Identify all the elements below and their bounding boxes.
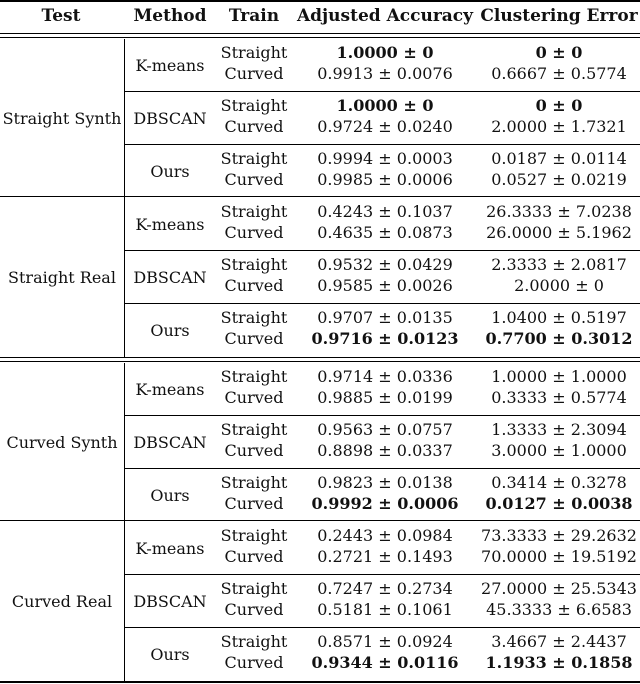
adjusted-accuracy-cell-sd: 0.0984 (396, 526, 453, 545)
adjusted-accuracy-cell-sd: 0.0026 (396, 276, 453, 295)
adjusted-accuracy-cell-mean: 0.2721 (317, 547, 374, 566)
clustering-error-cell-mean: 1.0400 (491, 308, 548, 327)
adjusted-accuracy-cell-sd: 0.0006 (396, 170, 453, 189)
clustering-error-cell-mean: 3.4667 (491, 632, 548, 651)
clustering-error-cell-sd: 2.0817 (570, 255, 627, 274)
method-divider (124, 144, 640, 145)
clustering-error-cell-pm: ± (552, 547, 566, 566)
clustering-error-cell (478, 473, 640, 493)
adjusted-accuracy-cell-sd: 0 (422, 43, 434, 62)
header-clustering-error: Clustering Error (480, 6, 638, 26)
group-rule-double-1 (0, 357, 640, 358)
adjusted-accuracy-cell (292, 494, 478, 514)
clustering-error-cell-pm: ± (552, 117, 566, 136)
train-label: Straight (220, 255, 288, 274)
clustering-error-cell-mean: 27.0000 (481, 579, 548, 598)
adjusted-accuracy-cell-pm: ± (378, 388, 392, 407)
adjusted-accuracy-cell-sd: 0.1493 (396, 547, 453, 566)
clustering-error-cell-sd: 0.0219 (570, 170, 627, 189)
train-label: Curved (224, 600, 284, 619)
adjusted-accuracy-cell-mean: 0.9913 (317, 64, 374, 83)
test-label: Curved Real (11, 591, 113, 611)
clustering-error-cell-mean: 0.6667 (491, 64, 548, 83)
clustering-error-cell (478, 117, 640, 137)
method-label: Ours (150, 644, 190, 664)
clustering-error-cell-mean: 2.0000 (491, 117, 548, 136)
clustering-error-cell-sd: 0.0114 (570, 149, 627, 168)
clustering-error-cell (478, 526, 640, 546)
clustering-error-cell-mean: 73.3333 (481, 526, 548, 545)
adjusted-accuracy-cell-pm: ± (378, 255, 392, 274)
adjusted-accuracy-cell-mean: 1.0000 (336, 43, 398, 62)
adjusted-accuracy-cell (292, 308, 478, 328)
clustering-error-cell-mean: 70.0000 (481, 547, 548, 566)
adjusted-accuracy-cell (292, 653, 478, 673)
method-divider (124, 303, 640, 304)
header-rule-1 (0, 33, 640, 34)
adjusted-accuracy-cell-mean: 1.0000 (336, 96, 398, 115)
clustering-error-cell-pm: ± (552, 473, 566, 492)
adjusted-accuracy-cell (292, 170, 478, 190)
clustering-error-cell (478, 632, 640, 652)
adjusted-accuracy-cell-mean: 0.8571 (317, 632, 374, 651)
test-label: Straight Synth (2, 108, 122, 128)
clustering-error-cell (478, 653, 640, 673)
clustering-error-cell-pm: ± (552, 255, 566, 274)
clustering-error-cell-pm: ± (552, 308, 566, 327)
adjusted-accuracy-cell-pm: ± (378, 526, 392, 545)
test-label: Curved Synth (6, 432, 118, 452)
clustering-error-cell-sd: 0 (571, 43, 583, 62)
adjusted-accuracy-cell (292, 600, 478, 620)
train-label: Straight (220, 420, 288, 439)
method-label: Ours (150, 161, 190, 181)
train-label: Straight (220, 473, 288, 492)
clustering-error-cell-pm: ± (552, 441, 566, 460)
adjusted-accuracy-cell-pm: ± (378, 64, 392, 83)
adjusted-accuracy-cell-sd: 0.0429 (396, 255, 453, 274)
clustering-error-cell-sd: 19.5192 (570, 547, 637, 566)
adjusted-accuracy-cell-mean: 0.9724 (317, 117, 374, 136)
clustering-error-cell-pm: ± (552, 64, 566, 83)
train-label: Straight (220, 526, 288, 545)
adjusted-accuracy-cell-mean: 0.9985 (317, 170, 374, 189)
clustering-error-cell-mean: 0 (535, 43, 547, 62)
adjusted-accuracy-cell-sd: 0.0003 (396, 149, 453, 168)
adjusted-accuracy-cell-sd: 0.0006 (397, 494, 459, 513)
adjusted-accuracy-cell-sd: 0.0337 (396, 441, 453, 460)
adjusted-accuracy-cell-sd: 0.0135 (396, 308, 453, 327)
adjusted-accuracy-cell-sd: 0.0076 (396, 64, 453, 83)
clustering-error-cell (478, 441, 640, 461)
clustering-error-cell (478, 600, 640, 620)
clustering-error-cell-sd: 2.4437 (570, 632, 627, 651)
method-divider (124, 250, 640, 251)
clustering-error-cell (478, 223, 640, 243)
clustering-error-cell-pm: ± (552, 329, 566, 348)
clustering-error-cell-pm: ± (552, 367, 566, 386)
method-label: Ours (150, 485, 190, 505)
method-label: K-means (135, 379, 205, 399)
adjusted-accuracy-cell (292, 96, 478, 116)
top-rule (0, 0, 640, 2)
clustering-error-cell-sd: 0.5774 (570, 64, 627, 83)
clustering-error-cell-sd: 0 (593, 276, 604, 295)
clustering-error-cell-pm: ± (552, 96, 566, 115)
clustering-error-cell-mean: 2.3333 (491, 255, 548, 274)
adjusted-accuracy-cell (292, 255, 478, 275)
header-adjusted-accuracy: Adjusted Accuracy (296, 6, 474, 26)
clustering-error-cell-mean: 0.3333 (491, 388, 548, 407)
clustering-error-cell-pm: ± (552, 653, 566, 672)
adjusted-accuracy-cell-pm: ± (378, 579, 392, 598)
clustering-error-cell (478, 43, 640, 63)
clustering-error-cell-sd: 1.0000 (570, 367, 627, 386)
header-test: Test (41, 6, 81, 26)
clustering-error-cell-sd: 6.6583 (575, 600, 632, 619)
clustering-error-cell-sd: 2.3094 (570, 420, 627, 439)
clustering-error-cell-sd: 1.0000 (570, 441, 627, 460)
clustering-error-cell-pm: ± (557, 223, 571, 242)
clustering-error-cell-mean: 0 (535, 96, 547, 115)
clustering-error-cell-pm: ± (552, 388, 566, 407)
clustering-error-cell-sd: 25.5343 (570, 579, 637, 598)
adjusted-accuracy-cell-pm: ± (378, 202, 392, 221)
clustering-error-cell-pm: ± (575, 276, 589, 295)
clustering-error-cell (478, 420, 640, 440)
train-label: Straight (220, 149, 288, 168)
adjusted-accuracy-cell-pm: ± (378, 441, 392, 460)
adjusted-accuracy-cell-mean: 0.9585 (317, 276, 374, 295)
adjusted-accuracy-cell-mean: 0.9714 (317, 367, 374, 386)
adjusted-accuracy-cell (292, 329, 478, 349)
clustering-error-cell-pm: ± (552, 420, 566, 439)
adjusted-accuracy-cell-mean: 0.9994 (317, 149, 374, 168)
train-label: Straight (220, 308, 288, 327)
adjusted-accuracy-cell-mean: 0.5181 (317, 600, 374, 619)
adjusted-accuracy-cell-mean: 0.9716 (311, 329, 373, 348)
method-label: Ours (150, 320, 190, 340)
adjusted-accuracy-cell (292, 149, 478, 169)
train-label: Straight (220, 579, 288, 598)
clustering-error-cell (478, 579, 640, 599)
adjusted-accuracy-cell (292, 632, 478, 652)
adjusted-accuracy-cell-sd: 0.0116 (397, 653, 459, 672)
clustering-error-cell-pm: ± (552, 632, 566, 651)
clustering-error-cell-pm: ± (552, 149, 566, 168)
adjusted-accuracy-cell-sd: 0.0757 (396, 420, 453, 439)
clustering-error-cell-sd: 0.5774 (570, 388, 627, 407)
clustering-error-cell (478, 547, 640, 567)
adjusted-accuracy-cell-sd: 0.1061 (396, 600, 453, 619)
clustering-error-cell (478, 308, 640, 328)
adjusted-accuracy-cell-mean: 0.7247 (317, 579, 374, 598)
clustering-error-cell (478, 64, 640, 84)
adjusted-accuracy-cell (292, 441, 478, 461)
clustering-error-cell-mean: 1.3333 (491, 420, 548, 439)
clustering-error-cell (478, 276, 640, 296)
adjusted-accuracy-cell-sd: 0.0924 (396, 632, 453, 651)
adjusted-accuracy-cell-pm: ± (378, 367, 392, 386)
adjusted-accuracy-cell-pm: ± (378, 600, 392, 619)
train-label: Curved (224, 329, 284, 348)
adjusted-accuracy-cell-mean: 0.2443 (317, 526, 374, 545)
method-label: DBSCAN (133, 432, 207, 452)
adjusted-accuracy-cell-pm: ± (378, 329, 392, 348)
train-label: Straight (220, 367, 288, 386)
adjusted-accuracy-cell-mean: 0.9532 (317, 255, 374, 274)
group-rule (0, 196, 640, 197)
train-label: Straight (220, 43, 288, 62)
method-label: DBSCAN (133, 108, 207, 128)
adjusted-accuracy-cell-sd: 0.0199 (396, 388, 453, 407)
clustering-error-cell-pm: ± (552, 43, 566, 62)
clustering-error-cell-sd: 29.2632 (570, 526, 637, 545)
clustering-error-cell-pm: ± (552, 170, 566, 189)
train-label: Curved (224, 441, 284, 460)
adjusted-accuracy-cell-mean: 0.8898 (317, 441, 374, 460)
train-label: Straight (220, 632, 288, 651)
adjusted-accuracy-cell-mean: 0.9992 (311, 494, 373, 513)
clustering-error-cell (478, 494, 640, 514)
adjusted-accuracy-cell (292, 547, 478, 567)
clustering-error-cell (478, 202, 640, 222)
train-label: Curved (224, 653, 284, 672)
adjusted-accuracy-cell (292, 388, 478, 408)
clustering-error-cell-sd: 0.1858 (571, 653, 633, 672)
clustering-error-cell-mean: 45.3333 (486, 600, 553, 619)
adjusted-accuracy-cell (292, 420, 478, 440)
clustering-error-cell-mean: 1.0000 (491, 367, 548, 386)
clustering-error-cell (478, 96, 640, 116)
adjusted-accuracy-cell-mean: 0.9344 (311, 653, 373, 672)
adjusted-accuracy-cell-mean: 0.4635 (317, 223, 374, 242)
clustering-error-cell-sd: 0.3278 (570, 473, 627, 492)
adjusted-accuracy-cell-pm: ± (378, 170, 392, 189)
adjusted-accuracy-cell-mean: 0.9885 (317, 388, 374, 407)
adjusted-accuracy-cell (292, 276, 478, 296)
header-method: Method (133, 6, 207, 26)
method-label: K-means (135, 55, 205, 75)
adjusted-accuracy-cell-sd: 0.0138 (396, 473, 453, 492)
clustering-error-cell-sd: 5.1962 (575, 223, 632, 242)
clustering-error-cell-mean: 0.0527 (491, 170, 548, 189)
adjusted-accuracy-cell (292, 117, 478, 137)
adjusted-accuracy-cell (292, 223, 478, 243)
adjusted-accuracy-cell-sd: 0.2734 (396, 579, 453, 598)
clustering-error-cell-mean: 26.3333 (486, 202, 553, 221)
adjusted-accuracy-cell-mean: 0.9563 (317, 420, 374, 439)
adjusted-accuracy-cell-sd: 0.0336 (396, 367, 453, 386)
train-label: Curved (224, 388, 284, 407)
clustering-error-cell-pm: ± (552, 579, 566, 598)
clustering-error-cell-mean: 2.0000 (514, 276, 571, 295)
method-label: K-means (135, 538, 205, 558)
train-label: Straight (220, 202, 288, 221)
train-label: Curved (224, 276, 284, 295)
clustering-error-cell-sd: 0.3012 (571, 329, 633, 348)
adjusted-accuracy-cell-pm: ± (378, 547, 392, 566)
clustering-error-cell-mean: 26.0000 (486, 223, 553, 242)
train-label: Curved (224, 170, 284, 189)
clustering-error-cell-sd: 7.0238 (575, 202, 632, 221)
adjusted-accuracy-cell-pm: ± (378, 653, 392, 672)
method-divider (124, 415, 640, 416)
clustering-error-cell-sd: 1.7321 (570, 117, 627, 136)
adjusted-accuracy-cell (292, 526, 478, 546)
group-rule (0, 520, 640, 521)
adjusted-accuracy-cell-mean: 0.4243 (317, 202, 374, 221)
clustering-error-cell-pm: ± (557, 600, 571, 619)
adjusted-accuracy-cell-pm: ± (403, 96, 417, 115)
clustering-error-cell (478, 388, 640, 408)
adjusted-accuracy-cell-pm: ± (378, 420, 392, 439)
clustering-error-cell-mean: 0.0127 (485, 494, 547, 513)
clustering-error-cell-sd: 0.5197 (570, 308, 627, 327)
clustering-error-cell (478, 170, 640, 190)
clustering-error-cell (478, 367, 640, 387)
adjusted-accuracy-cell-mean: 0.9823 (317, 473, 374, 492)
method-divider (124, 574, 640, 575)
method-divider (124, 468, 640, 469)
method-divider (124, 91, 640, 92)
header-rule-2 (0, 37, 640, 38)
adjusted-accuracy-cell-pm: ± (378, 223, 392, 242)
test-label: Straight Real (8, 267, 116, 287)
train-label: Straight (220, 96, 288, 115)
adjusted-accuracy-cell-sd: 0.0873 (396, 223, 453, 242)
adjusted-accuracy-cell (292, 579, 478, 599)
clustering-error-cell-mean: 1.1933 (485, 653, 547, 672)
clustering-error-cell (478, 255, 640, 275)
train-label: Curved (224, 64, 284, 83)
clustering-error-cell-pm: ± (552, 494, 566, 513)
adjusted-accuracy-cell-pm: ± (403, 43, 417, 62)
adjusted-accuracy-cell-pm: ± (378, 632, 392, 651)
method-label: DBSCAN (133, 591, 207, 611)
train-label: Curved (224, 117, 284, 136)
clustering-error-cell-mean: 3.0000 (491, 441, 548, 460)
clustering-error-cell-pm: ± (552, 526, 566, 545)
adjusted-accuracy-cell (292, 43, 478, 63)
clustering-error-cell-sd: 0.0038 (571, 494, 633, 513)
bottom-rule (0, 681, 640, 683)
clustering-error-cell-pm: ± (557, 202, 571, 221)
clustering-error-cell-mean: 0.3414 (491, 473, 548, 492)
adjusted-accuracy-cell-pm: ± (378, 473, 392, 492)
header-train: Train (228, 6, 280, 26)
adjusted-accuracy-cell-pm: ± (378, 149, 392, 168)
train-label: Curved (224, 223, 284, 242)
method-divider (124, 627, 640, 628)
adjusted-accuracy-cell-sd: 0.1037 (396, 202, 453, 221)
train-label: Curved (224, 547, 284, 566)
adjusted-accuracy-cell-pm: ± (378, 494, 392, 513)
clustering-error-cell-mean: 0.7700 (485, 329, 547, 348)
clustering-error-cell (478, 329, 640, 349)
adjusted-accuracy-cell (292, 473, 478, 493)
adjusted-accuracy-cell-pm: ± (378, 308, 392, 327)
adjusted-accuracy-cell-pm: ± (378, 276, 392, 295)
group-rule-double-2 (0, 361, 640, 362)
method-label: DBSCAN (133, 267, 207, 287)
clustering-error-cell-sd: 0 (571, 96, 583, 115)
clustering-error-cell (478, 149, 640, 169)
method-label: K-means (135, 214, 205, 234)
adjusted-accuracy-cell-sd: 0 (422, 96, 434, 115)
adjusted-accuracy-cell-mean: 0.9707 (317, 308, 374, 327)
adjusted-accuracy-cell (292, 64, 478, 84)
adjusted-accuracy-cell-sd: 0.0123 (397, 329, 459, 348)
adjusted-accuracy-cell (292, 202, 478, 222)
adjusted-accuracy-cell (292, 367, 478, 387)
adjusted-accuracy-cell-sd: 0.0240 (396, 117, 453, 136)
adjusted-accuracy-cell-pm: ± (378, 117, 392, 136)
train-label: Curved (224, 494, 284, 513)
clustering-error-cell-mean: 0.0187 (491, 149, 548, 168)
